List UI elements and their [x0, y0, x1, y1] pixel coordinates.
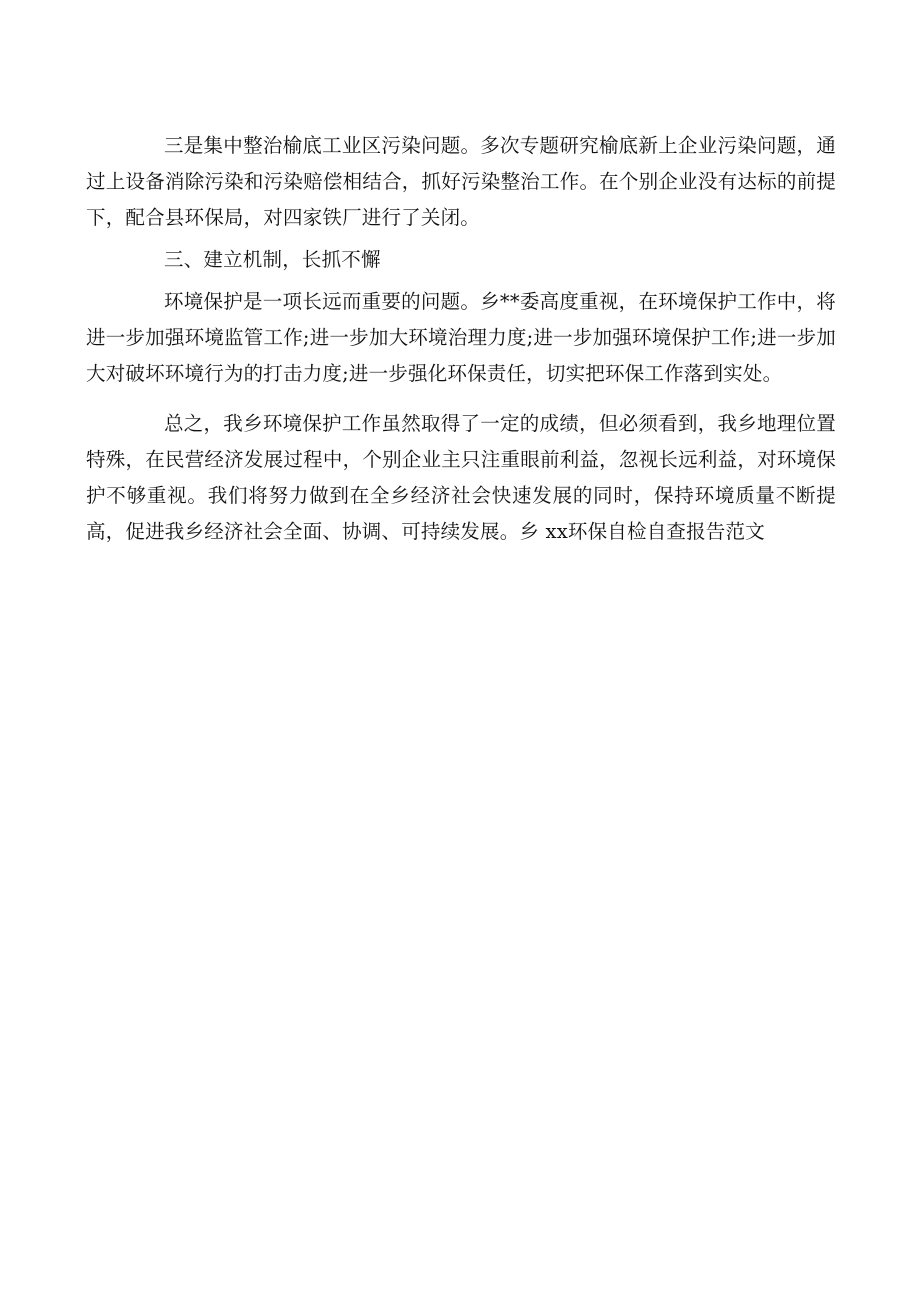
paragraph-environment-protection: 环境保护是一项长远而重要的问题。乡**委高度重视，在环境保护工作中，将进一步加强环境监管工作;进一步加大环境治理力度;进一步加强环境保护工作;进一步加大对破坏环境行为的打击力度;进一步强化环保责任，切实把环保工作落到实处。 — [86, 290, 836, 385]
paragraph-pollution-control: 三是集中整治榆底工业区污染问题。多次专题研究榆底新上企业污染问题，通过上设备消除污染和污染赔偿相结合，抓好污染整治工作。在个别企业没有达标的前提下，配合县环保局，对四家铁厂进行了关闭。 — [86, 134, 836, 229]
document-body — [86, 128, 836, 550]
section-heading-mechanism: 三、建立机制，长抓不懈 — [164, 248, 381, 271]
paragraph-summary: 总之，我乡环境保护工作虽然取得了一定的成绩，但必须看到，我乡地理位置特殊，在民营经济发展过程中，个别企业主只注重眼前利益，忽视长远利益，对环境保护不够重视。我们将努力做到在全乡经济社会快速发展的同时，保持环境质量不断提高，促进我乡经济社会全面、协调、可持续发展。乡 xx环保自检自查报告范文 — [86, 412, 836, 543]
